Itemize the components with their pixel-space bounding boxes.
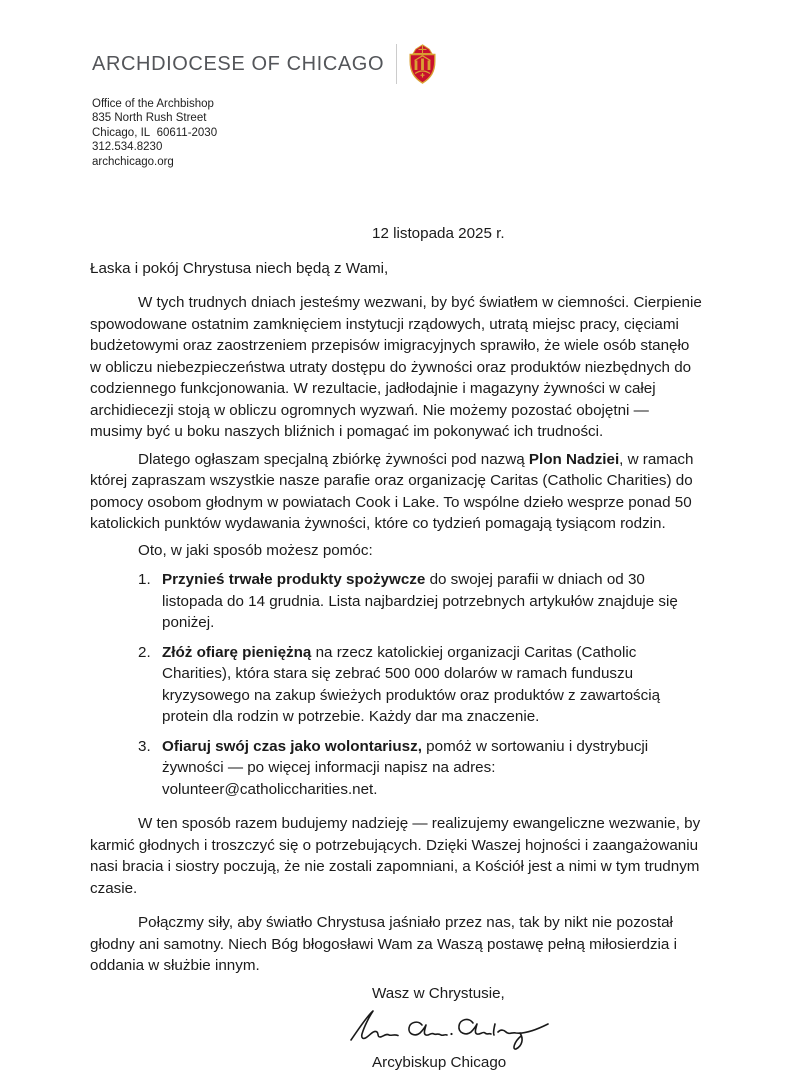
item-1-number: 1.: [138, 571, 151, 588]
item-1-text: do swojej parafii w dniach od 30 listopada do 14 grudnia. Lista najbardziej potrzebnych artykułów znajduje się poniżej.: [162, 571, 678, 631]
paragraph-4: Połączmy siły, aby światło Chrystusa jaśniało przez nas, tak by nikt nie pozostał głodny ani samotny. Niech Bóg błogosławi Wam za Waszą postawę pełną miłosierdzia i oddania w służbie innym.: [90, 914, 677, 974]
paragraph-1: W tych trudnych dniach jesteśmy wezwani, by być światłem w ciemności. Cierpienie spowodowane ostatnim zamknięciem instytucji rządowych, utratą miejsc pracy, cięciami budżetowymi oraz zaostrzeniem przepisów imigracyjnych sprawiło, że wiele osób stanęło w obliczu niebezpieczeństwa utraty dostępu do żywności oraz produktów niezbędnych do codziennego funkcjonowania. W rezultacie, jadłodajnie i magazyny żywności w całej archidiecezji stoją w obliczu ogromnych wyzwań. Nie możemy pozostać obojętni — musimy być u boku naszych bliźnich i pomagać im pokonywać ich trudności.: [90, 294, 702, 440]
item-2-number: 2.: [138, 643, 151, 661]
closing-line: Wasz w Chrystusie,: [372, 984, 505, 1002]
item-2-bold: Złóż ofiarę pieniężną: [162, 643, 312, 661]
paragraph-2: [90, 449, 702, 535]
list-intro: Oto, w jaki sposób możesz pomóc:: [138, 541, 373, 559]
date-line: 12 listopada 2025 r.: [372, 225, 505, 242]
office-line: Office of the Archbishop: [92, 98, 214, 110]
signature-title: Arcybiskup Chicago: [372, 1054, 507, 1071]
item-3-bold: Ofiaruj swój czas jako wolontariusz,: [162, 737, 422, 755]
item-2-text: na rzecz katolickiej organizacji Caritas (Catholic Charities), która stara się zebrać 500 000 dolarów w ramach funduszu kryzysowego na zakup świeżych produktów oraz produktów z zawartością protein dla rodzin w potrzebie. Każdy dar ma znaczenie.: [162, 643, 661, 725]
item-1-bold: Przynieś trwałe produkty spożywcze: [162, 571, 426, 588]
signature-script: [346, 1007, 551, 1051]
paragraph-2-text-cont: , w ramach której zapraszam wszystkie nasze parafie oraz organizację Caritas (Catholic Charities) do pomocy osobom głodnym w powiatach Cook i Lake. To wspólne dzieło wesprze ponad 50 katolickich punktów wydawania żywności, które co tydzień pomagają tysiącom rodzin.: [90, 450, 694, 532]
numbered-list: [90, 569, 702, 800]
website-line: archchicago.org: [92, 155, 174, 168]
list-item-2: [90, 642, 702, 728]
campaign-name-bold: Plon Nadziei: [528, 450, 620, 468]
closing-block: [372, 983, 702, 1074]
phone-line: 312.534.8230: [92, 141, 163, 154]
list-item-1: [90, 569, 702, 634]
paragraph-2-text: Dlatego ogłaszam specjalną zbiórkę żywności pod nazwą: [138, 450, 529, 468]
address-block: [92, 97, 217, 169]
letter-body: [90, 223, 702, 1074]
city-line: Chicago, IL 60611-2030: [92, 126, 218, 139]
salutation: Łaska i pokój Chrystusa niech będą z Wami,: [90, 259, 389, 277]
letterhead-divider: [396, 44, 397, 84]
archdiocese-crest-icon: [407, 44, 438, 84]
item-3-number: 3.: [138, 737, 151, 755]
street-line: 835 North Rush Street: [92, 112, 207, 125]
item-3-text: pomóż w sortowaniu i dystrybucji żywności — po więcej informacji napisz na adres: volunteer@catholiccharities.net.: [162, 737, 649, 798]
paragraph-3: W ten sposób razem budujemy nadzieję — realizujemy ewangeliczne wezwanie, by karmić głodnych i troszczyć się o potrzebujących. Dzięki Waszej hojności i zaangażowaniu nasi bracia i siostry poczują, że nie zostali zapomniani, a Kościół jest a nimi w tym trudnym czasie.: [90, 815, 701, 897]
list-item-3: [90, 736, 702, 801]
org-name: ARCHDIOCESE OF CHICAGO: [92, 52, 385, 75]
letterhead: [92, 44, 438, 84]
